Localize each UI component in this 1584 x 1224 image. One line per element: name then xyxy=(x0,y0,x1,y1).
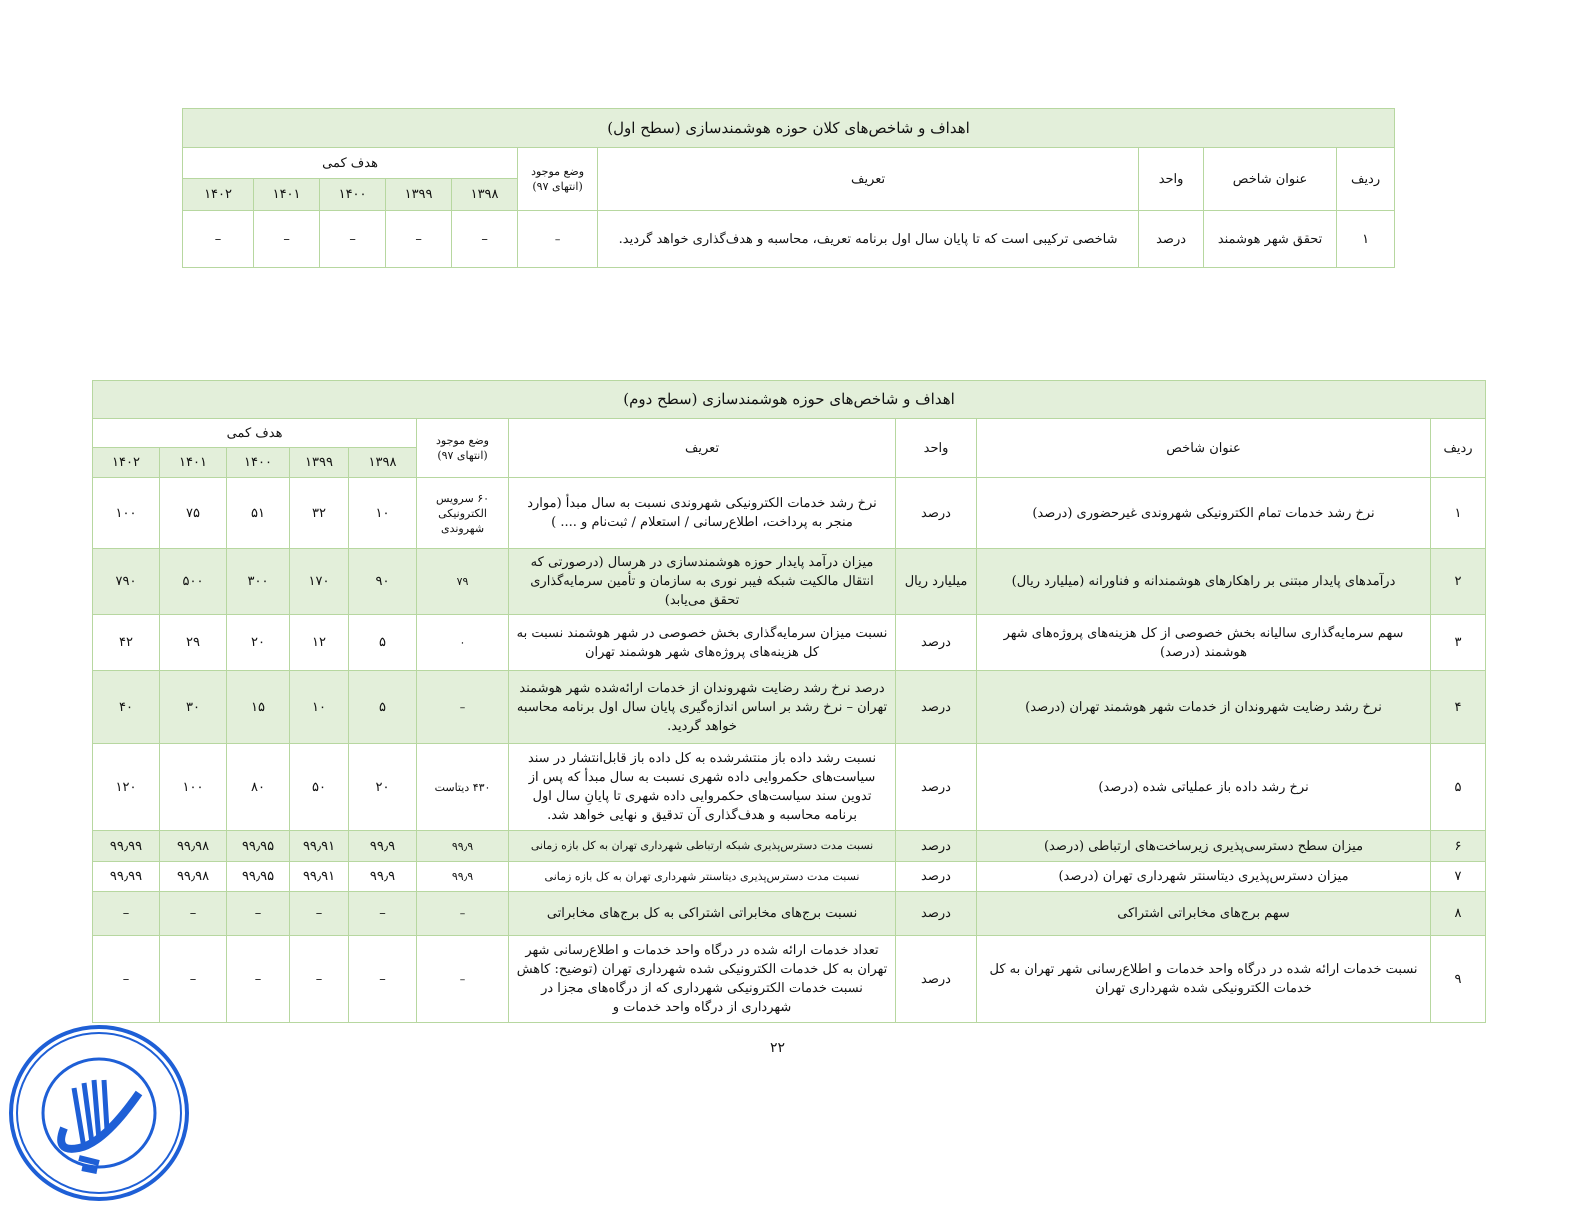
current-status: – xyxy=(417,936,509,1023)
current-status: – xyxy=(417,671,509,744)
target-value-۱۳۹۸: – xyxy=(349,936,417,1023)
header-row-number: ردیف xyxy=(1337,148,1395,211)
table-row xyxy=(93,478,1486,549)
definition: تعداد خدمات ارائه شده در درگاه واحد خدمات و اطلاع‌رسانی شهر تهران به کل خدمات الکترونیکی شده شهرداری تهران (توضیح: کاهش نسبت خدمات الکترونیکی شهرداری که از درگاه‌های مجزا در شهرداری از درگاه واحد خدمات و xyxy=(509,936,896,1023)
table-row xyxy=(93,862,1486,892)
target-value-۱۳۹۸: ۹۹٫۹ xyxy=(349,831,417,862)
row-number: ۴ xyxy=(1431,671,1486,744)
header-year: ۱۳۹۹ xyxy=(290,448,349,478)
current-status: ۹۹٫۹ xyxy=(417,862,509,892)
unit: میلیارد ریال xyxy=(896,549,977,615)
target-value-۱۳۹۹: ۱۰ xyxy=(290,671,349,744)
target-value-۱۴۰۲: ۱۰۰ xyxy=(93,478,160,549)
council-stamp-icon xyxy=(4,1018,194,1208)
row-number: ۸ xyxy=(1431,892,1486,936)
row-number: ۵ xyxy=(1431,744,1486,831)
header-status-label: وضع موجود xyxy=(531,165,585,178)
row-number: ۹ xyxy=(1431,936,1486,1023)
target-value-۱۴۰۲: – xyxy=(93,936,160,1023)
indicator-title: نرخ رشد خدمات تمام الکترونیکی شهروندی غیرحضوری (درصد) xyxy=(977,478,1431,549)
table-row xyxy=(93,671,1486,744)
unit: درصد xyxy=(896,862,977,892)
unit: درصد xyxy=(896,892,977,936)
indicator-title: نرخ رشد داده باز عملیاتی شده (درصد) xyxy=(977,744,1431,831)
definition: نسبت برج‌های مخابراتی اشتراکی به کل برج‌های مخابراتی xyxy=(509,892,896,936)
target-value-۱۳۹۹: ۱۲ xyxy=(290,615,349,671)
table-row xyxy=(93,549,1486,615)
target-value-۱۳۹۹: ۹۹٫۹۱ xyxy=(290,831,349,862)
header-year: ۱۳۹۸ xyxy=(349,448,417,478)
target-value-۱۳۹۸: ۲۰ xyxy=(349,744,417,831)
unit: درصد xyxy=(896,615,977,671)
target-value-۱۳۹۹: – xyxy=(290,892,349,936)
header-target: هدف کمی xyxy=(93,419,417,448)
definition: نسبت میزان سرمایه‌گذاری بخش خصوصی در شهر هوشمند نسبت به کل هزینه‌های پروژه‌های شهر هوشمند تهران xyxy=(509,615,896,671)
target-value-۱۳۹۹: – xyxy=(386,211,452,268)
definition: میزان درآمد پایدار حوزه هوشمندسازی در هرسال (درصورتی که انتقال مالکیت شبکه فیبر نوری به سازمان و تأمین سرمایه‌گذاری تحقق می‌یابد) xyxy=(509,549,896,615)
definition: درصد نرخ رشد رضایت شهروندان از خدمات ارائه‌شده شهر هوشمند تهران – نرخ رشد بر اساس اندازه‌گیری پایان سال اول برنامه محاسبه خواهد گردید. xyxy=(509,671,896,744)
row-number: ۳ xyxy=(1431,615,1486,671)
unit: درصد xyxy=(896,478,977,549)
header-row xyxy=(183,148,1395,179)
unit: درصد xyxy=(1139,211,1204,268)
unit: درصد xyxy=(896,744,977,831)
target-value-۱۴۰۰: ۳۰۰ xyxy=(227,549,290,615)
target-value-۱۴۰۲: – xyxy=(183,211,254,268)
header-year: ۱۴۰۰ xyxy=(320,179,386,211)
target-value-۱۳۹۸: – xyxy=(452,211,518,268)
target-value-۱۴۰۲: ۹۹٫۹۹ xyxy=(93,831,160,862)
target-value-۱۴۰۱: – xyxy=(254,211,320,268)
target-value-۱۳۹۹: ۱۷۰ xyxy=(290,549,349,615)
target-value-۱۴۰۱: ۷۵ xyxy=(160,478,227,549)
target-value-۱۴۰۲: ۱۲۰ xyxy=(93,744,160,831)
table-row xyxy=(183,211,1395,268)
table-title: اهداف و شاخص‌های حوزه هوشمندسازی (سطح دوم) xyxy=(93,381,1486,419)
indicator-title: نرخ رشد رضایت شهروندان از خدمات شهر هوشمند تهران (درصد) xyxy=(977,671,1431,744)
target-value-۱۴۰۱: – xyxy=(160,936,227,1023)
current-status: ۰ xyxy=(417,615,509,671)
target-value-۱۴۰۰: ۸۰ xyxy=(227,744,290,831)
target-value-۱۳۹۹: ۳۲ xyxy=(290,478,349,549)
definition: نسبت مدت دسترس‌پذیری دیتاسنتر شهرداری تهران به کل بازه زمانی xyxy=(509,862,896,892)
unit: درصد xyxy=(896,936,977,1023)
indicator-title: درآمدهای پایدار مبتنی بر راهکارهای هوشمندانه و فناورانه (میلیارد ریال) xyxy=(977,549,1431,615)
indicator-title: سهم سرمایه‌گذاری سالیانه بخش خصوصی از کل هزینه‌های پروژه‌های شهر هوشمند (درصد) xyxy=(977,615,1431,671)
header-row-number: ردیف xyxy=(1431,419,1486,478)
target-value-۱۴۰۰: – xyxy=(227,936,290,1023)
target-value-۱۴۰۱: – xyxy=(160,892,227,936)
target-value-۱۳۹۹: ۹۹٫۹۱ xyxy=(290,862,349,892)
target-value-۱۴۰۲: ۷۹۰ xyxy=(93,549,160,615)
title-row xyxy=(183,109,1395,148)
current-status: ۷۹ xyxy=(417,549,509,615)
header-status-label: وضع موجود xyxy=(436,434,489,447)
target-value-۱۴۰۲: ۴۲ xyxy=(93,615,160,671)
header-status-sub: (انتهای ۹۷) xyxy=(532,180,583,193)
header-definition: تعریف xyxy=(509,419,896,478)
header-status xyxy=(518,148,598,211)
row-number: ۱ xyxy=(1431,478,1486,549)
definition: شاخصی ترکیبی است که تا پایان سال اول برنامه تعریف، محاسبه و هدف‌گذاری خواهد گردید. xyxy=(598,211,1139,268)
indicator-title: میزان دسترس‌پذیری دیتاسنتر شهرداری تهران (درصد) xyxy=(977,862,1431,892)
target-value-۱۴۰۰: ۹۹٫۹۵ xyxy=(227,862,290,892)
current-status: ۶۰ سرویس الکترونیکی شهروندی xyxy=(417,478,509,549)
table-row xyxy=(93,615,1486,671)
page-number: ۲۲ xyxy=(770,1040,786,1056)
header-unit: واحد xyxy=(1139,148,1204,211)
target-value-۱۴۰۰: ۱۵ xyxy=(227,671,290,744)
target-value-۱۴۰۰: ۹۹٫۹۵ xyxy=(227,831,290,862)
header-unit: واحد xyxy=(896,419,977,478)
unit: درصد xyxy=(896,831,977,862)
target-value-۱۴۰۱: ۳۰ xyxy=(160,671,227,744)
target-value-۱۴۰۱: ۲۹ xyxy=(160,615,227,671)
definition: نسبت رشد داده باز منتشرشده به کل داده باز قابل‌انتشار در سند سیاست‌های حکمروایی داده شهری نسبت به سال مبدأ که پس از تدوین سند سیاست‌های حکمروایی داده شهری تا پایانِ سال اول برنامه محاسبه و هدف‌گذاری آن تدقیق و نهایی خواهد شد. xyxy=(509,744,896,831)
target-value-۱۴۰۰: – xyxy=(227,892,290,936)
header-year: ۱۴۰۱ xyxy=(160,448,227,478)
target-value-۱۳۹۹: ۵۰ xyxy=(290,744,349,831)
target-value-۱۳۹۸: ۵ xyxy=(349,615,417,671)
title-row xyxy=(93,381,1486,419)
header-year: ۱۴۰۲ xyxy=(93,448,160,478)
header-status xyxy=(417,419,509,478)
target-value-۱۴۰۲: ۴۰ xyxy=(93,671,160,744)
target-value-۱۳۹۸: – xyxy=(349,892,417,936)
header-indicator: عنوان شاخص xyxy=(977,419,1431,478)
current-status: ۹۹٫۹ xyxy=(417,831,509,862)
table-title: اهداف و شاخص‌های کلان حوزه هوشمندسازی (سطح اول) xyxy=(183,109,1395,148)
header-year: ۱۴۰۲ xyxy=(183,179,254,211)
target-value-۱۴۰۱: ۹۹٫۹۸ xyxy=(160,862,227,892)
header-indicator: عنوان شاخص xyxy=(1204,148,1337,211)
table-level-two xyxy=(92,380,1486,1023)
target-value-۱۳۹۸: ۱۰ xyxy=(349,478,417,549)
current-status: ۴۳۰ دیتاست xyxy=(417,744,509,831)
table-row xyxy=(93,831,1486,862)
target-value-۱۴۰۰: – xyxy=(320,211,386,268)
definition: نرخ رشد خدمات الکترونیکی شهروندی نسبت به سال مبدأ (موارد منجر به پرداخت، اطلاع‌رسانی / استعلام / ثبت‌نام و .... ) xyxy=(509,478,896,549)
target-value-۱۳۹۹: – xyxy=(290,936,349,1023)
row-number: ۱ xyxy=(1337,211,1395,268)
target-value-۱۳۹۸: ۹۰ xyxy=(349,549,417,615)
unit: درصد xyxy=(896,671,977,744)
target-value-۱۴۰۱: ۱۰۰ xyxy=(160,744,227,831)
indicator-title: میزان سطح دسترسی‌پذیری زیرساخت‌های ارتباطی (درصد) xyxy=(977,831,1431,862)
indicator-title: تحقق شهر هوشمند xyxy=(1204,211,1337,268)
current-status: – xyxy=(518,211,598,268)
definition: نسبت مدت دسترس‌پذیری شبکه ارتباطی شهرداری تهران به کل بازه زمانی xyxy=(509,831,896,862)
header-status-sub: (انتهای ۹۷) xyxy=(437,449,488,462)
table-row xyxy=(93,936,1486,1023)
table-row xyxy=(93,892,1486,936)
indicator-title: نسبت خدمات ارائه شده در درگاه واحد خدمات و اطلاع‌رسانی شهر تهران به کل خدمات الکترونیکی شده شهرداری تهران xyxy=(977,936,1431,1023)
current-status: – xyxy=(417,892,509,936)
header-definition: تعریف xyxy=(598,148,1139,211)
target-value-۱۴۰۲: ۹۹٫۹۹ xyxy=(93,862,160,892)
table-row xyxy=(93,744,1486,831)
target-value-۱۴۰۰: ۲۰ xyxy=(227,615,290,671)
indicator-title: سهم برج‌های مخابراتی اشتراکی xyxy=(977,892,1431,936)
row-number: ۲ xyxy=(1431,549,1486,615)
header-year: ۱۳۹۸ xyxy=(452,179,518,211)
header-year: ۱۴۰۰ xyxy=(227,448,290,478)
header-target: هدف کمی xyxy=(183,148,518,179)
header-row xyxy=(93,419,1486,448)
target-value-۱۴۰۱: ۵۰۰ xyxy=(160,549,227,615)
target-value-۱۳۹۸: ۵ xyxy=(349,671,417,744)
target-value-۱۴۰۰: ۵۱ xyxy=(227,478,290,549)
target-value-۱۳۹۸: ۹۹٫۹ xyxy=(349,862,417,892)
table-level-one xyxy=(182,108,1395,268)
row-number: ۶ xyxy=(1431,831,1486,862)
target-value-۱۴۰۲: – xyxy=(93,892,160,936)
header-year: ۱۳۹۹ xyxy=(386,179,452,211)
row-number: ۷ xyxy=(1431,862,1486,892)
target-value-۱۴۰۱: ۹۹٫۹۸ xyxy=(160,831,227,862)
header-year: ۱۴۰۱ xyxy=(254,179,320,211)
